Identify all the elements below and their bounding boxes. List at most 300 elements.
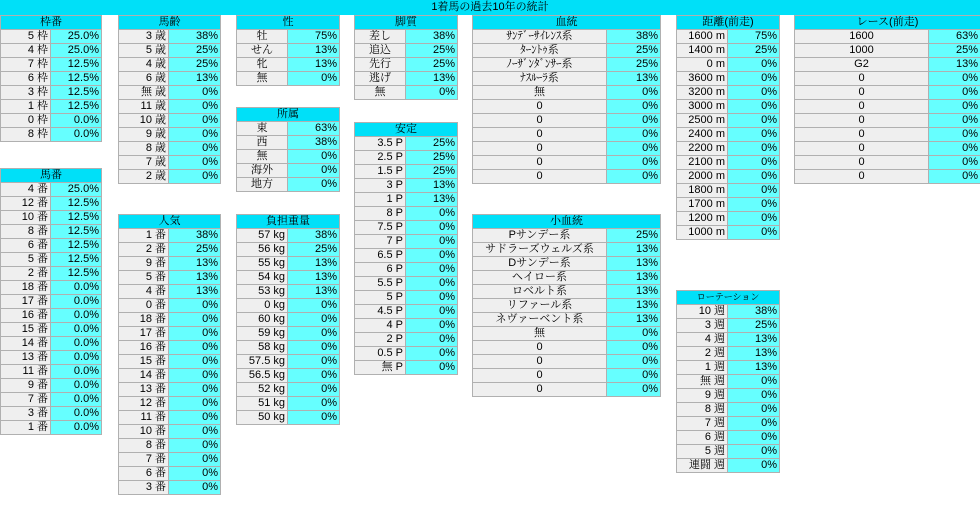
ninki-label: 10 番 — [119, 425, 169, 439]
race-percent: 25% — [929, 44, 980, 58]
kettou-label: ﾀｰﾝﾄｩ系 — [473, 44, 607, 58]
barei-label: 4 歳 — [119, 58, 169, 72]
kyori-label: 2100 m — [677, 156, 728, 170]
table-row — [473, 114, 661, 128]
shozoku-percent: 0% — [288, 150, 340, 164]
futan-percent: 0% — [288, 397, 340, 411]
futan-percent: 0% — [288, 411, 340, 425]
antei-percent: 0% — [406, 305, 458, 319]
umaban-percent: 12.5% — [51, 267, 102, 281]
barei-label: 11 歳 — [119, 100, 169, 114]
table-row — [677, 170, 780, 184]
table-row — [795, 170, 980, 184]
futan-percent: 0% — [288, 299, 340, 313]
race-label: 0 — [795, 128, 929, 142]
race-label: 0 — [795, 170, 929, 184]
futan-label: 56 kg — [237, 243, 288, 257]
umaban-percent: 0.0% — [51, 309, 102, 323]
table-row — [677, 114, 780, 128]
table-row — [795, 142, 980, 156]
futan-label: 53 kg — [237, 285, 288, 299]
table-row — [677, 198, 780, 212]
table-row — [1, 379, 102, 393]
table-row — [355, 305, 458, 319]
table-row — [1, 365, 102, 379]
race-label: 0 — [795, 72, 929, 86]
table-row — [473, 72, 661, 86]
ninki-percent: 0% — [169, 467, 221, 481]
antei-label: 4.5 P — [355, 305, 406, 319]
race-label: 0 — [795, 142, 929, 156]
ninki-label: 9 番 — [119, 257, 169, 271]
barei-label: 2 歳 — [119, 170, 169, 184]
antei-percent: 13% — [406, 179, 458, 193]
shoketto-label: 0 — [473, 341, 607, 355]
shozoku-percent: 0% — [288, 164, 340, 178]
kettou-percent: 0% — [607, 114, 661, 128]
wakuban-label: 5 枠 — [1, 30, 51, 44]
kyori-percent: 0% — [728, 128, 780, 142]
table-row — [1, 309, 102, 323]
barei-percent: 13% — [169, 72, 221, 86]
ninki-percent: 0% — [169, 383, 221, 397]
wakuban-percent: 12.5% — [51, 72, 102, 86]
kyakushitsu-table — [354, 15, 458, 100]
ninki-percent: 0% — [169, 411, 221, 425]
antei-percent: 0% — [406, 249, 458, 263]
wakuban-percent: 12.5% — [51, 100, 102, 114]
table-row — [119, 271, 221, 285]
kyori-percent: 0% — [728, 100, 780, 114]
futan-label: 57.5 kg — [237, 355, 288, 369]
kyori-percent: 25% — [728, 44, 780, 58]
rotation-percent: 13% — [728, 361, 780, 375]
kettou-percent: 0% — [607, 170, 661, 184]
table-row — [677, 72, 780, 86]
antei-percent: 0% — [406, 347, 458, 361]
shoketto-label: 0 — [473, 383, 607, 397]
table-row — [677, 459, 780, 473]
shoketto-label: 0 — [473, 355, 607, 369]
umaban-label: 11 番 — [1, 365, 51, 379]
table-row — [1, 44, 102, 58]
table-row — [1, 407, 102, 421]
table-row — [677, 86, 780, 100]
table-row — [677, 333, 780, 347]
antei-percent: 13% — [406, 193, 458, 207]
futan-percent: 0% — [288, 341, 340, 355]
shoketto-label: リファール系 — [473, 299, 607, 313]
barei-percent: 38% — [169, 30, 221, 44]
table-row — [677, 347, 780, 361]
table-row — [355, 151, 458, 165]
ninki-label: 1 番 — [119, 229, 169, 243]
ninki-label: 6 番 — [119, 467, 169, 481]
umaban-label: 8 番 — [1, 225, 51, 239]
barei-percent: 0% — [169, 114, 221, 128]
table-row — [237, 30, 340, 44]
shozoku-header: 所属 — [237, 108, 340, 122]
shoketto-percent: 0% — [607, 327, 661, 341]
kettou-percent: 25% — [607, 44, 661, 58]
wakuban-header: 枠番 — [1, 16, 102, 30]
table-row — [795, 44, 980, 58]
wakuban-label: 3 枠 — [1, 86, 51, 100]
rotation-label: 無 週 — [677, 375, 728, 389]
ninki-percent: 0% — [169, 439, 221, 453]
table-row — [473, 44, 661, 58]
table-row — [237, 327, 340, 341]
table-row — [355, 319, 458, 333]
kyakushitsu-label: 先行 — [355, 58, 406, 72]
table-row — [1, 86, 102, 100]
umaban-label: 18 番 — [1, 281, 51, 295]
kettou-percent: 0% — [607, 100, 661, 114]
kettou-percent: 25% — [607, 58, 661, 72]
race-percent: 0% — [929, 170, 980, 184]
table-row — [237, 271, 340, 285]
rotation-label: 4 週 — [677, 333, 728, 347]
futan-label: 58 kg — [237, 341, 288, 355]
wakuban-percent: 12.5% — [51, 58, 102, 72]
antei-label: 3 P — [355, 179, 406, 193]
table-row — [237, 285, 340, 299]
rotation-table — [676, 290, 780, 473]
rotation-percent: 0% — [728, 375, 780, 389]
table-row — [119, 128, 221, 142]
rotation-header: ローテーション — [677, 291, 780, 305]
sei-label: 無 — [237, 72, 288, 86]
table-row — [237, 397, 340, 411]
table-row — [795, 114, 980, 128]
table-row — [677, 403, 780, 417]
kettou-label: 0 — [473, 114, 607, 128]
kettou-label: 無 — [473, 86, 607, 100]
barei-table — [118, 15, 221, 184]
table-row — [237, 72, 340, 86]
table-row — [1, 421, 102, 435]
futan-label: 51 kg — [237, 397, 288, 411]
table-row — [119, 285, 221, 299]
wakuban-table — [0, 15, 102, 142]
table-row — [355, 30, 458, 44]
kyori-label: 1200 m — [677, 212, 728, 226]
race-table — [794, 15, 980, 184]
race-label: 0 — [795, 114, 929, 128]
antei-label: 7 P — [355, 235, 406, 249]
kyori-table — [676, 15, 780, 240]
rotation-label: 6 週 — [677, 431, 728, 445]
antei-label: 1 P — [355, 193, 406, 207]
table-row — [795, 72, 980, 86]
shoketto-label: サドラーズウェルズ系 — [473, 243, 607, 257]
ninki-label: 14 番 — [119, 369, 169, 383]
umaban-percent: 12.5% — [51, 239, 102, 253]
futan-percent: 13% — [288, 271, 340, 285]
shoketto-label: ネヴァーベント系 — [473, 313, 607, 327]
table-row — [1, 114, 102, 128]
antei-label: 2 P — [355, 333, 406, 347]
table-row — [355, 333, 458, 347]
umaban-label: 16 番 — [1, 309, 51, 323]
shoketto-percent: 0% — [607, 383, 661, 397]
ninki-header: 人気 — [119, 215, 221, 229]
kettou-percent: 38% — [607, 30, 661, 44]
kyori-label: 1700 m — [677, 198, 728, 212]
table-row — [355, 221, 458, 235]
rotation-label: 1 週 — [677, 361, 728, 375]
table-row — [355, 44, 458, 58]
race-label: 1600 — [795, 30, 929, 44]
table-row — [473, 327, 661, 341]
table-row — [237, 257, 340, 271]
table-row — [119, 72, 221, 86]
shoketto-label: ロベルト系 — [473, 285, 607, 299]
wakuban-percent: 25.0% — [51, 44, 102, 58]
table-row — [473, 100, 661, 114]
barei-percent: 0% — [169, 100, 221, 114]
ninki-percent: 0% — [169, 355, 221, 369]
table-row — [1, 72, 102, 86]
race-label: 0 — [795, 86, 929, 100]
table-row — [237, 122, 340, 136]
table-row — [677, 226, 780, 240]
barei-percent: 25% — [169, 58, 221, 72]
rotation-label: 2 週 — [677, 347, 728, 361]
wakuban-percent: 0.0% — [51, 128, 102, 142]
ninki-label: 12 番 — [119, 397, 169, 411]
table-row — [119, 100, 221, 114]
kyori-percent: 0% — [728, 170, 780, 184]
umaban-percent: 0.0% — [51, 365, 102, 379]
umaban-label: 10 番 — [1, 211, 51, 225]
table-row — [237, 313, 340, 327]
kyakushitsu-label: 逃げ — [355, 72, 406, 86]
sei-percent: 13% — [288, 58, 340, 72]
table-row — [1, 225, 102, 239]
kyori-percent: 0% — [728, 58, 780, 72]
antei-header: 安定 — [355, 123, 458, 137]
kyori-label: 2000 m — [677, 170, 728, 184]
kyakushitsu-label: 差し — [355, 30, 406, 44]
table-row — [119, 142, 221, 156]
table-row — [677, 212, 780, 226]
table-row — [795, 30, 980, 44]
table-row — [119, 156, 221, 170]
ninki-percent: 0% — [169, 369, 221, 383]
rotation-label: 5 週 — [677, 445, 728, 459]
kyori-label: 3000 m — [677, 100, 728, 114]
antei-percent: 25% — [406, 137, 458, 151]
table-row — [677, 184, 780, 198]
shoketto-percent: 25% — [607, 229, 661, 243]
antei-label: 3.5 P — [355, 137, 406, 151]
kyori-label: 2200 m — [677, 142, 728, 156]
ninki-percent: 0% — [169, 453, 221, 467]
shozoku-percent: 0% — [288, 178, 340, 192]
umaban-percent: 0.0% — [51, 379, 102, 393]
kyori-label: 1400 m — [677, 44, 728, 58]
table-row — [355, 249, 458, 263]
wakuban-label: 0 枠 — [1, 114, 51, 128]
ninki-label: 8 番 — [119, 439, 169, 453]
race-percent: 0% — [929, 72, 980, 86]
race-percent: 63% — [929, 30, 980, 44]
kettou-table — [472, 15, 661, 184]
antei-label: 1.5 P — [355, 165, 406, 179]
antei-label: 7.5 P — [355, 221, 406, 235]
kyori-label: 2500 m — [677, 114, 728, 128]
table-row — [119, 341, 221, 355]
table-row — [119, 114, 221, 128]
barei-percent: 0% — [169, 128, 221, 142]
table-row — [237, 243, 340, 257]
race-label: 1000 — [795, 44, 929, 58]
shozoku-label: 無 — [237, 150, 288, 164]
antei-percent: 0% — [406, 235, 458, 249]
kettou-percent: 0% — [607, 86, 661, 100]
table-row — [677, 305, 780, 319]
futan-percent: 0% — [288, 369, 340, 383]
antei-label: 5.5 P — [355, 277, 406, 291]
barei-percent: 0% — [169, 156, 221, 170]
futan-label: 60 kg — [237, 313, 288, 327]
table-row — [119, 170, 221, 184]
ninki-label: 0 番 — [119, 299, 169, 313]
umaban-label: 14 番 — [1, 337, 51, 351]
umaban-percent: 0.0% — [51, 295, 102, 309]
table-row — [119, 425, 221, 439]
wakuban-percent: 12.5% — [51, 86, 102, 100]
shoketto-percent: 0% — [607, 341, 661, 355]
kyori-percent: 0% — [728, 184, 780, 198]
antei-label: 5 P — [355, 291, 406, 305]
umaban-percent: 12.5% — [51, 253, 102, 267]
umaban-label: 5 番 — [1, 253, 51, 267]
table-row — [119, 229, 221, 243]
rotation-percent: 0% — [728, 431, 780, 445]
table-row — [1, 30, 102, 44]
antei-label: 無 P — [355, 361, 406, 375]
kyori-percent: 0% — [728, 142, 780, 156]
table-row — [355, 361, 458, 375]
table-row — [119, 355, 221, 369]
rotation-percent: 25% — [728, 319, 780, 333]
kyori-percent: 75% — [728, 30, 780, 44]
shozoku-label: 西 — [237, 136, 288, 150]
ninki-percent: 13% — [169, 257, 221, 271]
antei-label: 6 P — [355, 263, 406, 277]
race-percent: 0% — [929, 156, 980, 170]
ninki-label: 4 番 — [119, 285, 169, 299]
table-row — [1, 197, 102, 211]
table-row — [355, 179, 458, 193]
table-row — [677, 417, 780, 431]
race-label: 0 — [795, 100, 929, 114]
umaban-label: 2 番 — [1, 267, 51, 281]
table-row — [355, 137, 458, 151]
kyori-label: 1600 m — [677, 30, 728, 44]
barei-percent: 0% — [169, 142, 221, 156]
umaban-percent: 0.0% — [51, 421, 102, 435]
kyakushitsu-percent: 38% — [406, 30, 458, 44]
table-row — [355, 165, 458, 179]
wakuban-label: 6 枠 — [1, 72, 51, 86]
table-row — [355, 235, 458, 249]
antei-label: 6.5 P — [355, 249, 406, 263]
barei-label: 10 歳 — [119, 114, 169, 128]
futan-label: 59 kg — [237, 327, 288, 341]
race-percent: 13% — [929, 58, 980, 72]
umaban-label: 4 番 — [1, 183, 51, 197]
shoketto-percent: 13% — [607, 313, 661, 327]
kettou-label: 0 — [473, 100, 607, 114]
rotation-label: 3 週 — [677, 319, 728, 333]
shoketto-label: Dサンデー系 — [473, 257, 607, 271]
table-row — [677, 44, 780, 58]
table-row — [473, 58, 661, 72]
table-row — [237, 369, 340, 383]
antei-percent: 25% — [406, 165, 458, 179]
table-row — [677, 30, 780, 44]
antei-percent: 0% — [406, 207, 458, 221]
rotation-percent: 0% — [728, 403, 780, 417]
umaban-percent: 0.0% — [51, 351, 102, 365]
table-row — [1, 58, 102, 72]
futan-label: 52 kg — [237, 383, 288, 397]
table-row — [677, 128, 780, 142]
futan-percent: 0% — [288, 355, 340, 369]
race-percent: 0% — [929, 128, 980, 142]
umaban-percent: 0.0% — [51, 323, 102, 337]
shoketto-percent: 13% — [607, 271, 661, 285]
table-row — [473, 170, 661, 184]
ninki-label: 15 番 — [119, 355, 169, 369]
ninki-percent: 0% — [169, 397, 221, 411]
table-row — [473, 156, 661, 170]
table-row — [1, 393, 102, 407]
table-row — [355, 193, 458, 207]
kyori-percent: 0% — [728, 198, 780, 212]
futan-label: 57 kg — [237, 229, 288, 243]
table-row — [237, 355, 340, 369]
wakuban-percent: 0.0% — [51, 114, 102, 128]
kyori-label: 0 m — [677, 58, 728, 72]
antei-percent: 25% — [406, 151, 458, 165]
futan-percent: 0% — [288, 327, 340, 341]
ninki-label: 11 番 — [119, 411, 169, 425]
table-row — [473, 128, 661, 142]
futan-percent: 38% — [288, 229, 340, 243]
antei-percent: 0% — [406, 319, 458, 333]
umaban-label: 7 番 — [1, 393, 51, 407]
barei-percent: 0% — [169, 86, 221, 100]
shozoku-label: 東 — [237, 122, 288, 136]
kettou-label: ﾉｰｻﾞﾝﾀﾞﾝｻｰ系 — [473, 58, 607, 72]
table-row — [1, 267, 102, 281]
shoketto-percent: 13% — [607, 285, 661, 299]
shoketto-label: 無 — [473, 327, 607, 341]
shoketto-header: 小血統 — [473, 215, 661, 229]
wakuban-label: 8 枠 — [1, 128, 51, 142]
shozoku-label: 地方 — [237, 178, 288, 192]
table-row — [1, 100, 102, 114]
kyakushitsu-percent: 25% — [406, 58, 458, 72]
kettou-label: 0 — [473, 156, 607, 170]
futan-label: 0 kg — [237, 299, 288, 313]
table-row — [1, 351, 102, 365]
table-row — [1, 183, 102, 197]
